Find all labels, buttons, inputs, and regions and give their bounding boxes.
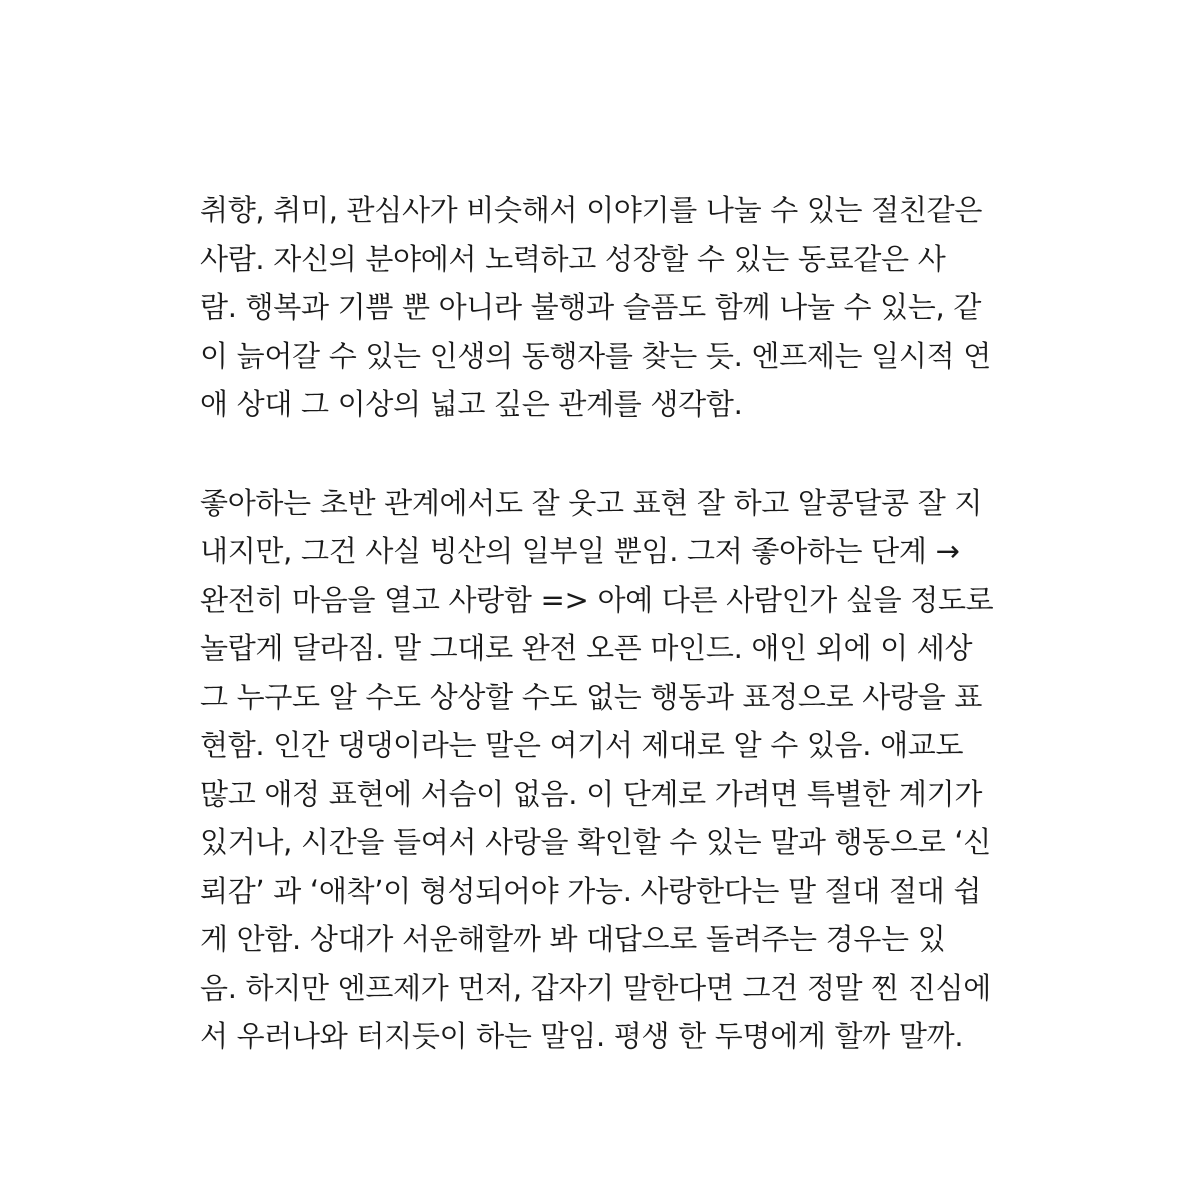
text-line: 있거나, 시간을 들여서 사랑을 확인할 수 있는 말과 행동으로 ‘신 [200, 825, 991, 859]
body-text [200, 186, 1012, 1061]
text-line: 서 우러나와 터지듯이 하는 말임. 평생 한 두명에게 할까 말까. [200, 1019, 964, 1053]
text-line: 사람. 자신의 분야에서 노력하고 성장할 수 있는 동료같은 사 [200, 241, 946, 276]
text-line: 놀랍게 달라짐. 말 그대로 완전 오픈 마인드. 애인 외에 이 세상 [200, 631, 973, 665]
text-line: 현함. 인간 댕댕이라는 말은 여기서 제대로 알 수 있음. 애교도 [200, 728, 964, 762]
text-line: 뢰감’ 과 ‘애착’이 형성되어야 가능. 사랑한다는 말 절대 절대 쉽 [200, 873, 982, 908]
paragraph-1 [200, 186, 1012, 429]
text-line: 애 상대 그 이상의 넓고 깊은 관계를 생각함. [200, 387, 743, 421]
text-line: 음. 하지만 엔프제가 먼저, 갑자기 말한다면 그건 정말 찐 진심에 [200, 970, 991, 1005]
text-line: 많고 애정 표현에 서슴이 없음. 이 단계로 가려면 특별한 계기가 [200, 776, 983, 811]
paragraph-2 [200, 479, 1012, 1061]
text-line: 좋아하는 초반 관계에서도 잘 웃고 표현 잘 하고 알콩달콩 잘 지 [200, 485, 983, 520]
text-line: 그 누구도 알 수도 상상할 수도 없는 행동과 표정으로 사랑을 표 [200, 679, 983, 714]
text-line: 내지만, 그건 사실 빙산의 일부일 뿐임. 그저 좋아하는 단계 → [200, 534, 960, 568]
text-line: 이 늙어갈 수 있는 인생의 동행자를 찾는 듯. 엔프제는 일시적 연 [200, 338, 991, 373]
text-line: 취향, 취미, 관심사가 비슷해서 이야기를 나눌 수 있는 절친같은 [200, 193, 983, 227]
text-line: 게 안함. 상대가 서운해할까 봐 대답으로 돌려주는 경우는 있 [200, 922, 946, 956]
text-line: 람. 행복과 기쁨 뿐 아니라 불행과 슬픔도 함께 나눌 수 있는, 같 [200, 290, 982, 324]
text-line: 완전히 마음을 열고 사랑함 => 아예 다른 사람인가 싶을 정도로 [200, 582, 994, 617]
